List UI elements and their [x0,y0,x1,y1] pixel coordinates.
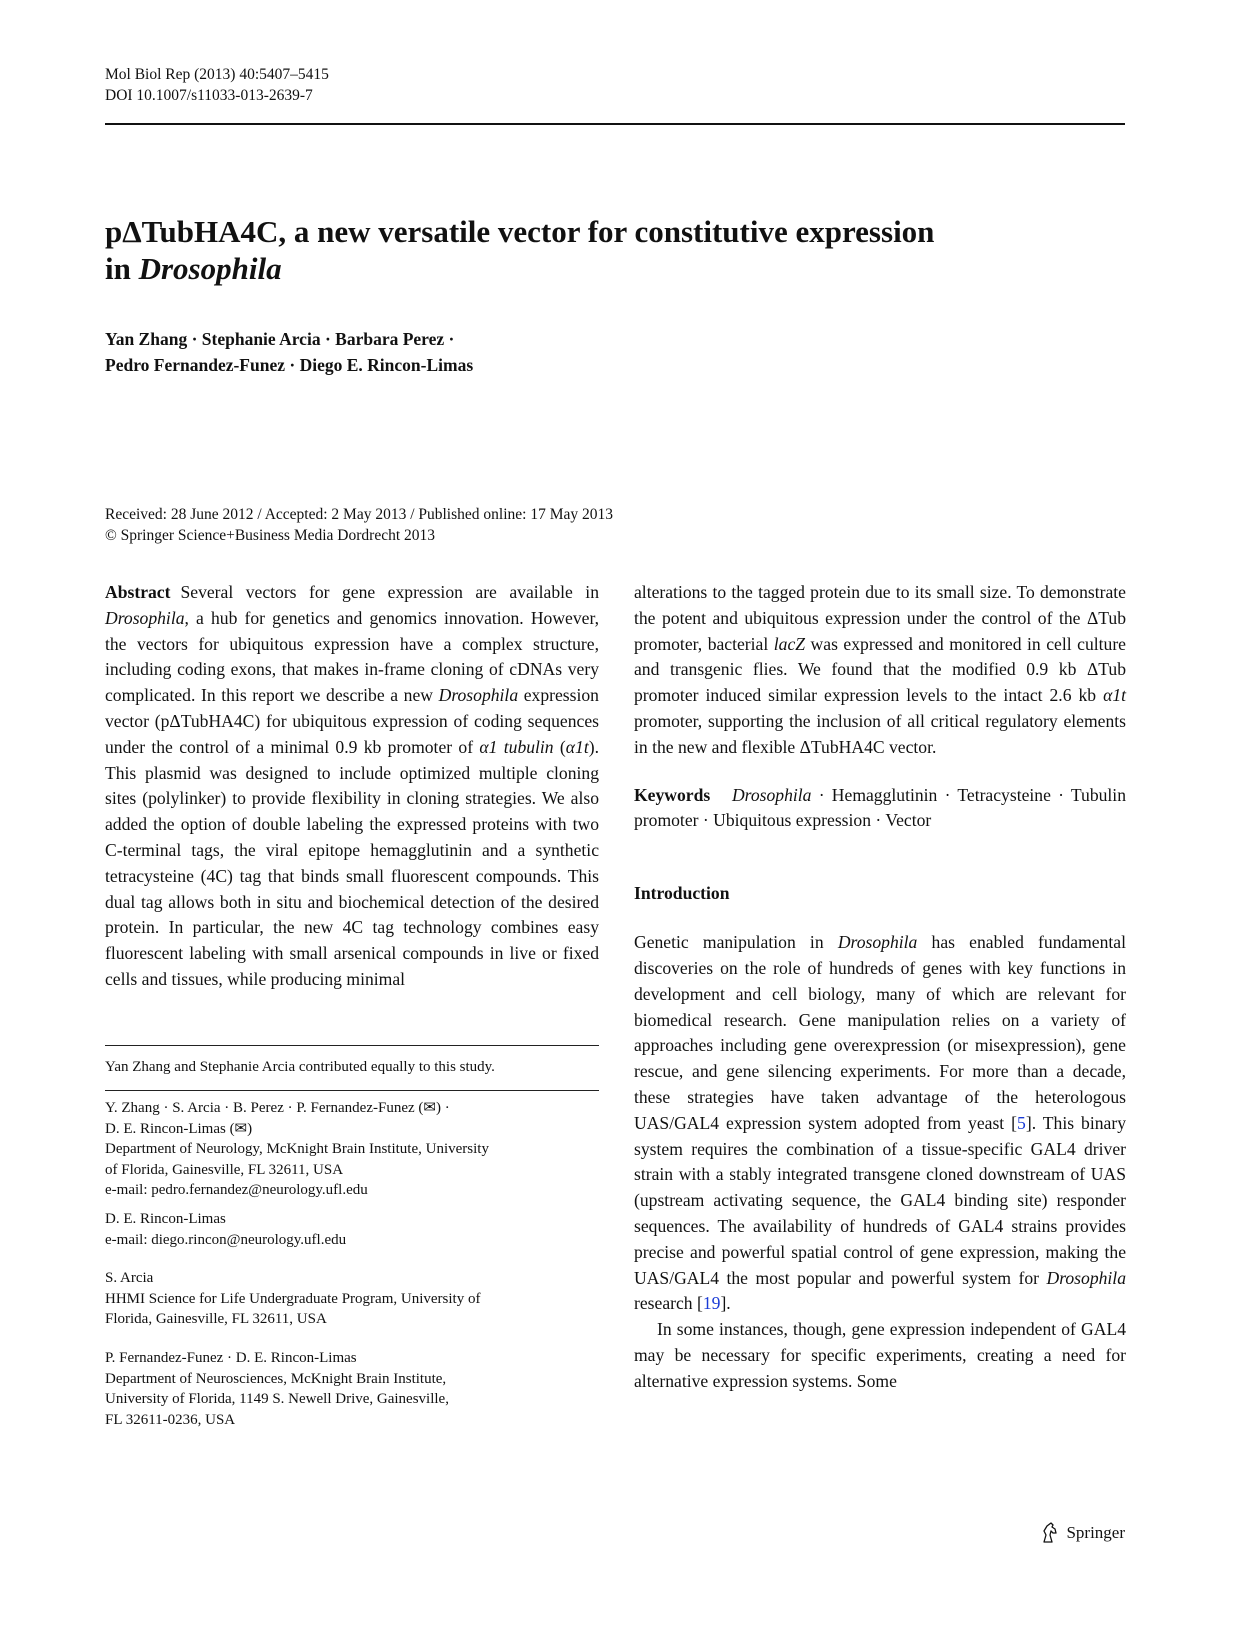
paper-title [105,213,1065,287]
springer-horse-icon [1040,1522,1060,1544]
journal-header [105,64,329,106]
left-column [105,580,599,993]
title-line-2: in Drosophila [105,251,282,286]
affiliation-4: P. Fernandez-Funez · D. E. Rincon-Limas Department of Neurosciences, McKnight Brain Institute, University of Florida, 1149 S. Newell Drive, Gainesville, FL 32611-0236, USA [105,1349,449,1428]
dates-line: Received: 28 June 2012 / Accepted: 2 May 2013 / Published online: 17 May 2013 [105,506,613,523]
reference-link[interactable]: 19 [702,1293,721,1314]
title-italic: Drosophila [138,251,282,286]
introduction-heading: Introduction [634,883,730,904]
intro-paragraph-2: In some instances, though, gene expression independent of GAL4 may be necessary for specific experiments, creating a need for alternative expression systems. Some [634,1319,1126,1391]
copyright-line: © Springer Science+Business Media Dordrecht 2013 [105,527,436,544]
equal-contribution-note: Yan Zhang and Stephanie Arcia contributed equally to this study. [105,1059,495,1075]
authors-line-2: Pedro Fernandez-Funez · Diego E. Rincon-Limas [105,355,474,375]
publisher-footer [1040,1522,1125,1544]
affiliations [105,1098,599,1430]
header-rule [105,123,1125,125]
footnote-rule-1 [105,1045,599,1046]
affiliation-2: D. E. Rincon-Limas e-mail: diego.rincon@neurology.ufl.edu [105,1209,599,1250]
reference-link[interactable]: 5 [1017,1112,1026,1133]
publisher-name: Springer [1066,1523,1125,1542]
intro-paragraph-1: Genetic manipulation in Drosophila has enabled fundamental discoveries on the role of hundreds of genes with key functions in development and cell biology, many of which are relevant for biomedical research. Gene manipulation relies on a variety of approaches including gene overexpression (or misexpression), gene rescue, and gene silencing experiments. For more than a decade, these strategies have taken advantage of the heterologous UAS/GAL4 expression system adopted from yeast [5]. This binary system requires the combination of a tissue-specific GAL4 driver strain with a stably integrated transgene cloned downstream of UAS (upstream activating sequence, the GAL4 binding site) responder sequences. The availability of hundreds of GAL4 strains provides precise and powerful spatial control of gene expression, making the UAS/GAL4 the most popular and powerful system for Drosophila research [19]. [634,932,1127,1314]
abstract-continuation: alterations to the tagged protein due to its small size. To demonstrate the potent and ubiquitous expression under the control of the ΔTub promoter, bacterial lacZ was expressed and monitored in cell culture and transgenic flies. We found that the modified 0.9 kb ΔTub promoter induced similar expression levels to the intact 2.6 kb α1t promoter, supporting the inclusion of all critical regulatory elements in the new and flexible ΔTubHA4C vector. [634,582,1126,757]
keywords: Keywords Drosophila · Hemagglutinin · Tetracysteine · Tubulin promoter · Ubiquitous expression · Vector [634,784,1126,831]
journal-citation: Mol Biol Rep (2013) 40:5407–5415 [105,66,329,83]
affiliation-1: Y. Zhang · S. Arcia · B. Perez · P. Fernandez-Funez (✉) · D. E. Rincon-Limas (✉) Department of Neurology, McKnight Brain Institute, University of Florida, Gainesville, FL 32611, USA e-mail: pedro.fernandez@neurology.ufl.edu [105,1098,599,1201]
abstract-paragraph: Abstract Several vectors for gene expression are available in Drosophila, a hub for genetics and genomics innovation. However, the vectors for ubiquitous expression have a complex structure, including coding exons, that makes in-frame cloning of cDNAs very complicated. In this report we describe a new Drosophila expression vector (pΔTubHA4C) for ubiquitous expression of coding sequences under the control of a minimal 0.9 kb promoter of α1 tubulin (α1t). This plasmid was designed to include optimized multiple cloning sites (polylinker) to provide flexibility in cloning strategies. We also added the option of double labeling the expressed proteins with two C-terminal tags, the viral epitope hemagglutinin and a synthetic tetracysteine (4C) tag that binds small fluorescent compounds. This dual tag allows both in situ and biochemical detection of the desired protein. In particular, the new 4C tag technology combines easy fluorescent labeling with small arsenical compounds in live or fixed cells and tissues, while producing minimal [105,582,599,989]
right-column [634,580,1126,1395]
authors-line-1: Yan Zhang · Stephanie Arcia · Barbara Perez · [105,329,455,349]
footnote-rule-2 [105,1090,599,1091]
affiliation-3: S. Arcia HHMI Science for Life Undergraduate Program, University of Florida, Gainesville, FL 32611, USA [105,1270,481,1328]
keywords-heading: Keywords [634,784,711,805]
email-link[interactable]: e-mail: diego.rincon@neurology.ufl.edu [105,1231,347,1248]
publication-dates [105,504,905,546]
abstract-heading: Abstract [105,582,171,602]
doi: DOI 10.1007/s11033-013-2639-7 [105,87,313,104]
title-line-1: pΔTubHA4C, a new versatile vector for constitutive expression [105,214,935,249]
email-link[interactable]: e-mail: pedro.fernandez@neurology.ufl.edu [105,1182,368,1199]
author-list [105,326,805,378]
